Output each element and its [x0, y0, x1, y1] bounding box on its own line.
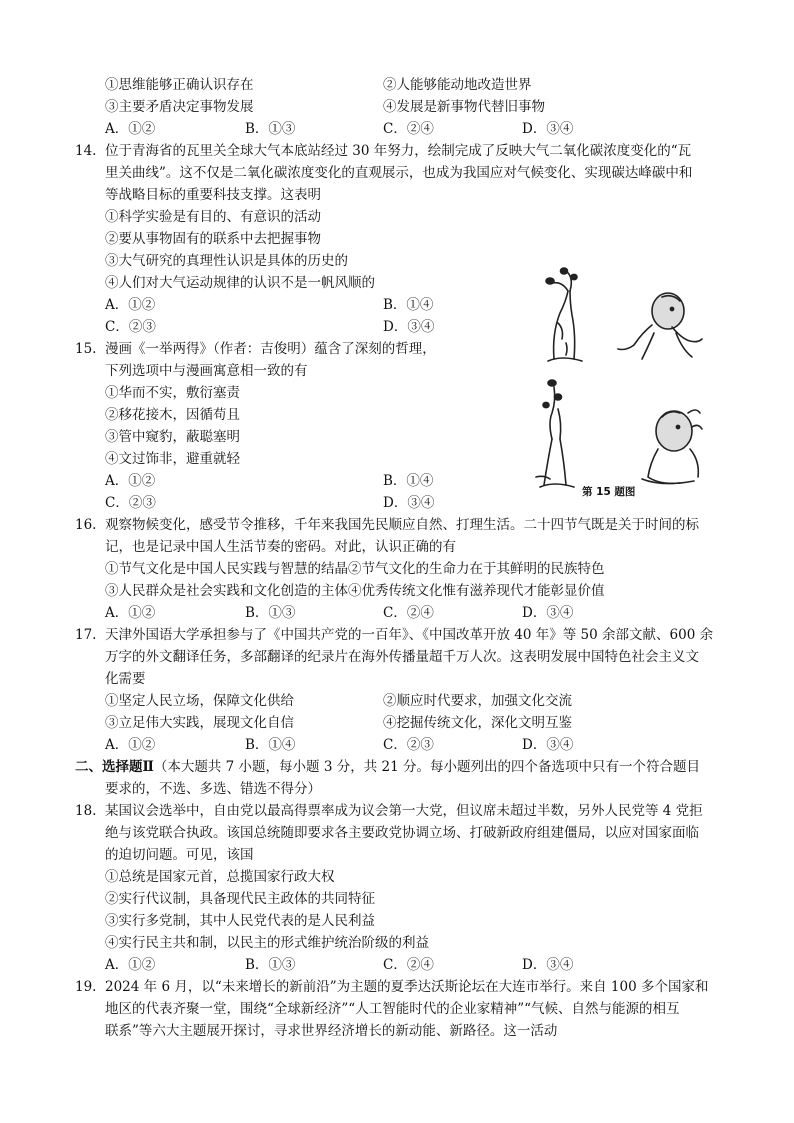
q14-option-1: ①科学实验是有目的、有意识的活动 — [105, 209, 321, 225]
cartoon-stump-bottom — [536, 380, 574, 487]
section-instructions-1: （本大题共 7 小题，每小题 3 分，共 21 分。每小题列出的四个备选项中只有一个符合题目 — [153, 759, 700, 775]
q14-choice-d: D．③④ — [383, 319, 435, 335]
q14-stem-line-2: 里关曲线”。这不仅是二氧化碳浓度变化的直观展示，也成为我国应对气候变化、实现碳达峰碳中和 — [105, 165, 693, 181]
q14-option-4: ④人们对大气运动规律的认识不是一帆风顺的 — [105, 275, 375, 291]
section-title: 二、选择题Ⅱ — [75, 759, 154, 775]
q15-choice-b: B．①④ — [383, 473, 434, 489]
q13-choice-c: C．②④ — [383, 121, 434, 137]
q17-option-1: ①坚定人民立场，保障文化供给 — [105, 693, 294, 709]
q15-choice-d: D．③④ — [383, 495, 435, 511]
q15-option-2: ②移花接木，因循苟且 — [105, 407, 240, 423]
q15-choice-a: A．①② — [105, 473, 156, 489]
section-instructions-2: 要求的，不选、多选、错选不得分） — [105, 781, 321, 797]
q16-choice-d: D．③④ — [522, 605, 574, 621]
q16-options-3-4: ③人民群众是社会实践和文化创造的主体④优秀传统文化惟有滋养现代才能彰显价值 — [105, 583, 605, 599]
q13-choice-d: D．③④ — [522, 121, 574, 137]
q17-stem-line-2: 万字的外文翻译任务，多部翻译的纪录片在海外传播量超千万人次。这表明发展中国特色社会主义文 — [105, 649, 699, 665]
q17-choice-d: D．③④ — [522, 737, 574, 753]
q19-stem-line-2: 地区的代表齐聚一堂，围绕“全球新经济”“人工智能时代的企业家精神”“气候、自然与能源的相互 — [105, 1001, 680, 1017]
q16-choice-a: A．①② — [105, 605, 156, 621]
cartoon-man-sitting — [642, 410, 702, 484]
q13-option-2: ②人能够能动地改造世界 — [383, 77, 532, 93]
q17-choice-c: C．②③ — [383, 737, 434, 753]
q15-figure-caption: 第 15 题图 — [582, 486, 636, 498]
q17-stem-line-3: 化需要 — [105, 671, 146, 687]
q16-options-1-2: ①节气文化是中国人民实践与智慧的结晶②节气文化的生命力在于其鲜明的民族特色 — [105, 561, 605, 577]
q13-option-3: ③主要矛盾决定事物发展 — [105, 99, 254, 115]
q17-option-2: ②顺应时代要求，加强文化交流 — [383, 693, 572, 709]
q15-number: 15. — [75, 341, 97, 357]
q15-option-4: ④文过饰非，避重就轻 — [105, 451, 240, 467]
q14-stem-line-1: 位于青海省的瓦里关全球大气本底站经过 30 年努力，绘制完成了反映大气二氧化碳浓度变化的“瓦 — [105, 143, 692, 159]
q18-choice-c: C．②④ — [383, 957, 434, 973]
q16-choice-b: B．①③ — [245, 605, 296, 621]
q15-cartoon-image — [522, 263, 712, 500]
cartoon-stump-top — [546, 268, 582, 361]
q14-choice-b: B．①④ — [383, 297, 434, 313]
q18-option-2: ②实行代议制，具备现代民主政体的共同特征 — [105, 891, 375, 907]
q15-stem-line-2: 下列选项中与漫画寓意相一致的有 — [105, 363, 308, 379]
q17-number: 17. — [75, 627, 97, 643]
q19-number: 19. — [75, 979, 97, 995]
q17-choice-b: B．①④ — [245, 737, 296, 753]
q15-choice-c: C．②③ — [105, 495, 156, 511]
q13-option-1: ①思维能够正确认识存在 — [105, 77, 254, 93]
q16-number: 16. — [75, 517, 97, 533]
q16-stem-line-2: 记，也是记录中国人生活节奏的密码。对此，认识正确的有 — [105, 539, 456, 555]
q13-choice-b: B．①③ — [245, 121, 296, 137]
q17-option-4: ④挖掘传统文化，深化文明互鉴 — [383, 715, 572, 731]
q14-choice-c: C．②③ — [105, 319, 156, 335]
q16-stem-line-1: 观察物候变化，感受节令推移，千年来我国先民顺应自然、打理生活。二十四节气既是关于时间的标 — [105, 517, 699, 533]
q18-stem-line-2: 绝与该党联合执政。该国总统随即要求各主要政党协调立场、打破新政府组建僵局，以应对国家面临 — [105, 825, 699, 841]
q15-stem-line-1: 漫画《一举两得》（作者：吉俊明）蕴含了深刻的哲理， — [105, 341, 436, 357]
q18-option-4: ④实行民主共和制，以民主的形式维护统治阶级的利益 — [105, 935, 429, 951]
cartoon-man-running — [618, 293, 702, 359]
q14-option-3: ③大气研究的真理性认识是具体的历史的 — [105, 253, 348, 269]
q18-stem-line-3: 的迫切问题。可见，该国 — [105, 847, 254, 863]
q14-stem-line-3: 等战略目标的重要科技支撑。这表明 — [105, 187, 321, 203]
q17-choice-a: A．①② — [105, 737, 156, 753]
q15-option-1: ①华而不实，敷衍塞责 — [105, 385, 240, 401]
q18-option-3: ③实行多党制，其中人民党代表的是人民利益 — [105, 913, 375, 929]
q19-stem-line-3: 联系”等六大主题展开探讨，寻求世界经济增长的新动能、新路径。这一活动 — [105, 1023, 558, 1039]
q14-choice-a: A．①② — [105, 297, 156, 313]
q16-choice-c: C．②④ — [383, 605, 434, 621]
q18-choice-a: A．①② — [105, 957, 156, 973]
q17-stem-line-1: 天津外国语大学承担参与了《中国共产党的一百年》、《中国改革开放 40 年》等 50 余部文献、600 余 — [105, 627, 714, 643]
q13-option-4: ④发展是新事物代替旧事物 — [383, 99, 545, 115]
section-heading — [75, 757, 700, 779]
q18-choice-b: B．①③ — [245, 957, 296, 973]
q18-stem-line-1: 某国议会选举中，自由党以最高得票率成为议会第一大党，但议席未超过半数，另外人民党等 4 党拒 — [105, 803, 703, 819]
q18-choice-d: D．③④ — [522, 957, 574, 973]
q19-stem-line-1: 2024 年 6 月，以“未来增长的新前沿”为主题的夏季达沃斯论坛在大连市举行。来自 100 多个国家和 — [105, 979, 709, 995]
q13-choice-a: A．①② — [105, 121, 156, 137]
q18-option-1: ①总统是国家元首，总揽国家行政大权 — [105, 869, 335, 885]
q14-option-2: ②要从事物固有的联系中去把握事物 — [105, 231, 321, 247]
q18-number: 18. — [75, 803, 97, 819]
q17-option-3: ③立足伟大实践，展现文化自信 — [105, 715, 294, 731]
q14-number: 14. — [75, 143, 97, 159]
q15-option-3: ③管中窥豹，蔽聪塞明 — [105, 429, 240, 445]
